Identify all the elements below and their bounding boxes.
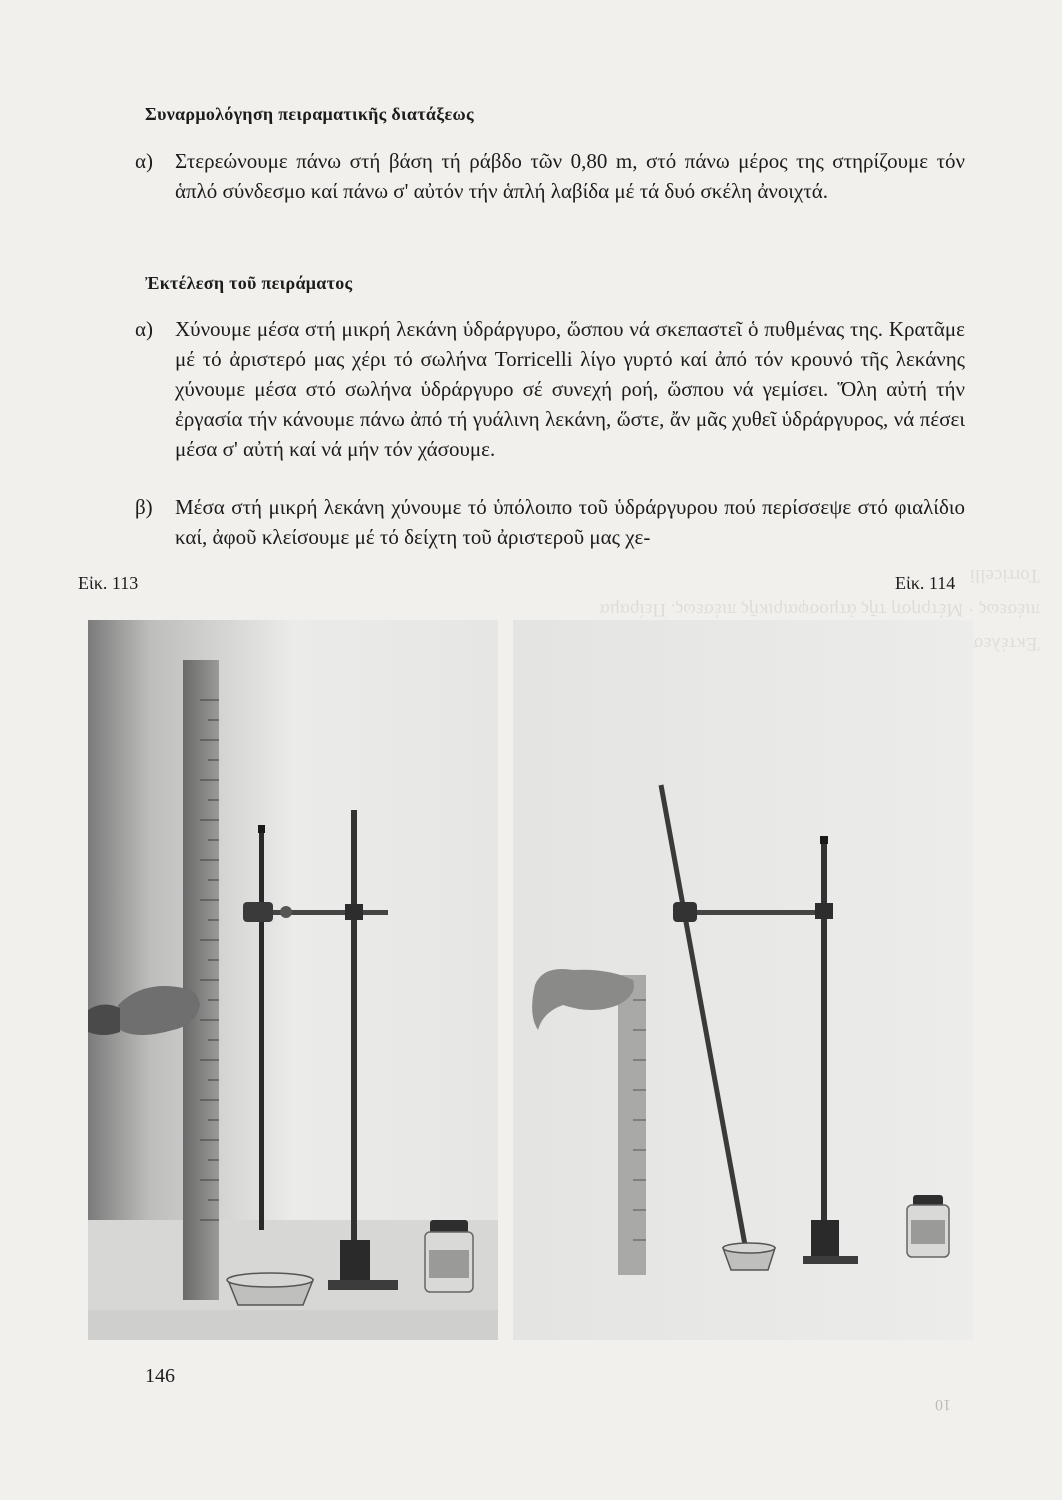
figure-114-caption: Εἰκ. 114	[895, 573, 956, 593]
execution-item-a	[135, 314, 965, 464]
bleed-through-page-mark: 10	[935, 1396, 951, 1413]
figure-114-photo	[513, 620, 973, 1340]
assembly-item-a-label: α)	[135, 149, 153, 173]
execution-item-a-label: α)	[135, 317, 153, 341]
assembly-item-a	[135, 146, 965, 206]
figure-114-illustration	[513, 620, 973, 1340]
page-number: 146	[145, 1365, 175, 1387]
execution-heading: Ἐκτέλεση τοῦ πειράματος	[145, 273, 353, 293]
execution-item-a-text: Χύνουμε μέσα στή μικρή λεκάνη ὑδράργυρο, ὥσπου νά σκεπαστεῖ ὁ πυθμένας της. Κρατᾶμε μέ τό ἀριστερό μας χέρι τό σωλήνα Torricelli λίγο γυρτό καί ἀπό τόν κρουνό τῆς λεκάνης χύνουμε μέσα στό σωλήνα ὑδράργυρο σέ συνεχή ροή, ὥσπου νά γεμίσει. Ὅλη αὐτή τήν ἐργασία τήν κάνουμε πάνω ἀπό τή γυάλινη λεκάνη, ὥστε, ἄν μᾶς χυθεῖ ὑδράργυρος, νά πέσει μέσα σ' αὐτή καί νά μήν τόν χάσουμε.	[175, 317, 965, 461]
assembly-item-a-text: Στερεώνουμε πάνω στή βάση τή ράβδο τῶν 0,80 m, στό πάνω μέρος της στηρίζουμε τόν ἁπλό σύνδεσμο καί πάνω σ' αὐτόν τήν ἁπλή λαβίδα μέ τά δυό σκέλη ἀνοιχτά.	[175, 149, 965, 203]
bleed-through-text: Ἐκτέλεση πιέσεως · Μέτρηση τῆς ἀτμοσφαιρικῆς πιέσεως. Πείραμα Torricelli	[599, 565, 1040, 654]
figure-113-caption: Εἰκ. 113	[78, 573, 139, 593]
execution-item-b	[135, 492, 965, 552]
execution-item-b-label: β)	[135, 495, 153, 519]
figure-113-illustration	[88, 620, 498, 1340]
assembly-heading: Συναρμολόγηση πειραματικῆς διατάξεως	[145, 104, 474, 124]
figure-113-photo	[88, 620, 498, 1340]
execution-item-b-text: Μέσα στή μικρή λεκάνη χύνουμε τό ὑπόλοιπο τοῦ ὑδράργυρου πού περίσσεψε στό φιαλίδιο καί, ἀφοῦ κλείσουμε μέ τό δείχτη τοῦ ἀριστεροῦ μας χε-	[175, 495, 965, 549]
